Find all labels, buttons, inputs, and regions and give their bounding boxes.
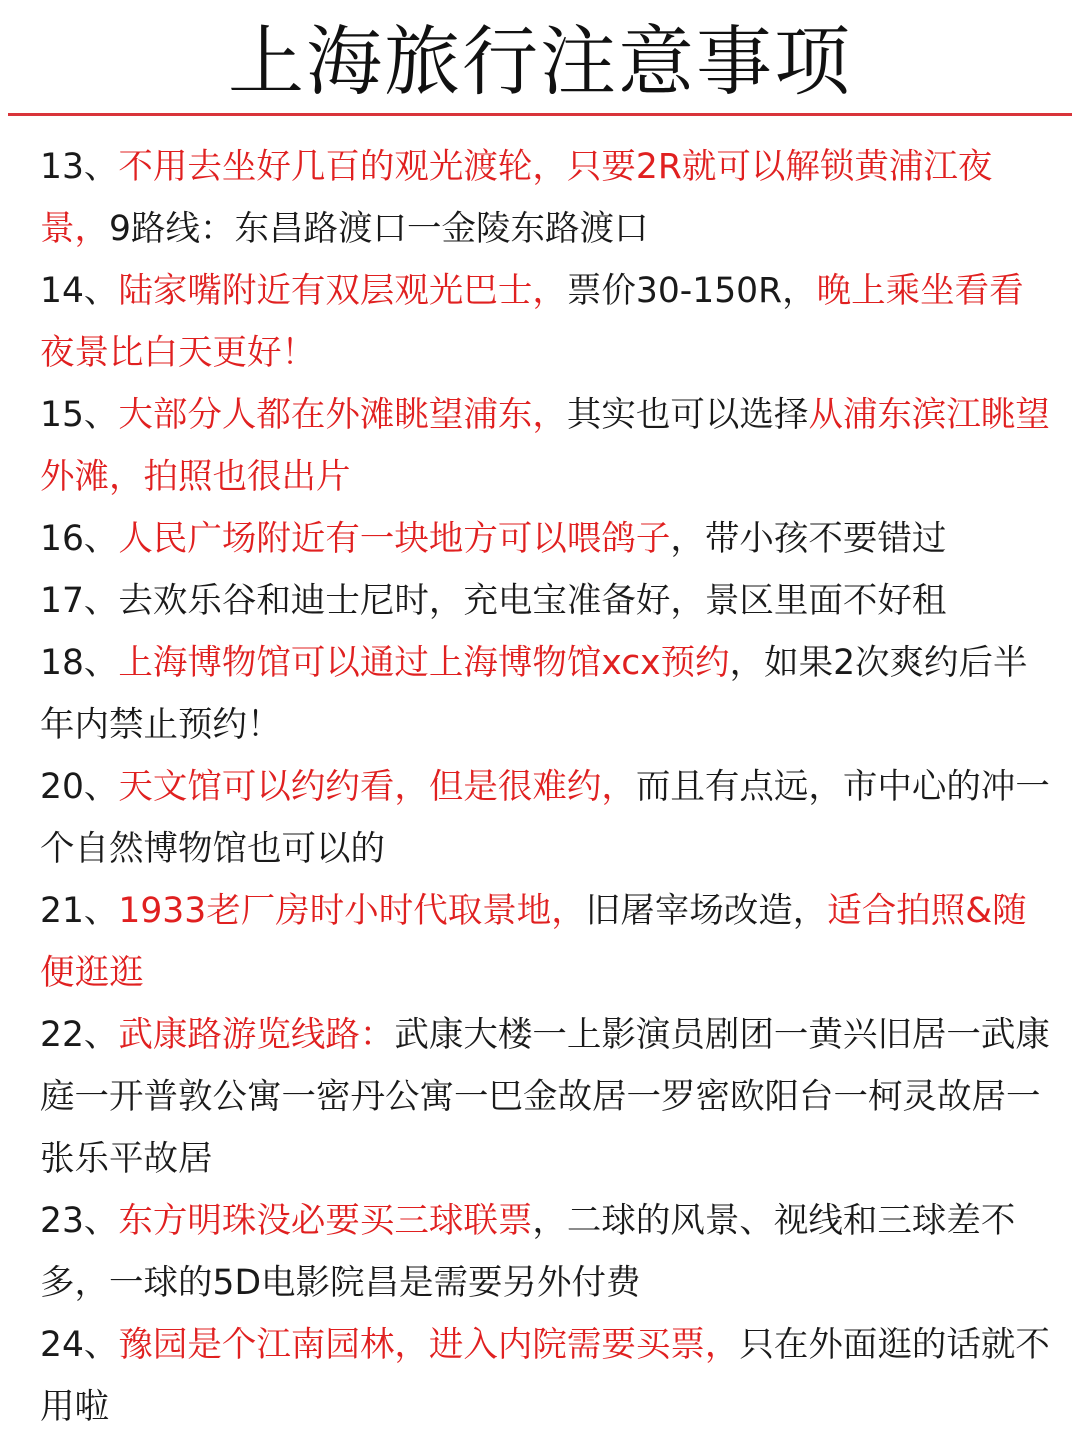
tip-text: 23、 — [40, 1201, 119, 1241]
tip-text: 18、 — [40, 643, 119, 683]
highlight-text: 天文馆可以约约看，但是很难约， — [118, 767, 636, 807]
title-divider — [8, 113, 1072, 116]
tip-text: 旧屠宰场改造， — [585, 891, 828, 931]
tip-item-24 — [40, 1314, 1050, 1438]
tip-text: 20、 — [40, 767, 119, 807]
tip-item-22 — [40, 1004, 1050, 1190]
tip-item-17 — [40, 570, 1050, 632]
highlight-text: 不用去坐好几百的观光渡轮，只要2R就可以解锁黄浦江夜景， — [40, 147, 993, 249]
highlight-text: 从浦东滨江眺望外滩，拍照也很出片 — [40, 395, 1050, 497]
tip-item-20 — [40, 756, 1050, 880]
tip-text: 22、 — [40, 1015, 119, 1055]
tip-text: 21、 — [40, 891, 119, 931]
tip-text: ，二球的风景、视线和三球差不多，一球的5D电影院昌是需要另外付费 — [40, 1201, 1016, 1303]
tip-text: 而且有点远，市中心的冲一个自然博物馆也可以的 — [40, 767, 1050, 869]
highlight-text: 上海博物馆可以通过上海博物馆xcx预约 — [118, 643, 730, 683]
tip-text: ，如果2次爽约后半年内禁止预约！ — [40, 643, 1028, 745]
tip-text: 17、去欢乐谷和迪士尼时，充电宝准备好，景区里面不好租 — [40, 581, 947, 621]
highlight-text: 豫园是个江南园林，进入内院需要买票， — [118, 1325, 740, 1365]
highlight-text: 晚上乘坐看看夜景比白天更好！ — [40, 271, 1024, 373]
tip-text: 武康大楼一上影演员剧团一黄兴旧居一武康庭一开普敦公寓一密丹公寓一巴金故居一罗密欧阳台一柯灵故居一张乐平故居 — [40, 1015, 1050, 1179]
highlight-text: 1933老厂房时小时代取景地， — [118, 891, 586, 931]
page-title: 上海旅行注意事项 — [228, 17, 852, 106]
highlight-text: 武康路游览线路： — [118, 1015, 395, 1055]
tip-text: 13、 — [40, 147, 119, 187]
tip-item-18 — [40, 632, 1050, 756]
highlight-text: 东方明珠没必要买三球联票 — [118, 1201, 533, 1241]
tip-text: 16、 — [40, 519, 119, 559]
tip-text: 14、 — [40, 271, 119, 311]
tip-item-21 — [40, 880, 1050, 1004]
tip-text: 只在外面逛的话就不用啦 — [40, 1325, 1050, 1427]
tip-text: 9路线：东昌路渡口一金陵东路渡口 — [109, 209, 649, 249]
highlight-text: 陆家嘴附近有双层观光巴士， — [118, 271, 567, 311]
tip-item-13 — [40, 136, 1050, 260]
tip-text: 15、 — [40, 395, 119, 435]
tip-item-23 — [40, 1190, 1050, 1314]
tip-item-16 — [40, 508, 1050, 570]
tips-list — [40, 136, 1050, 1438]
highlight-text: 适合拍照&随便逛逛 — [40, 891, 1027, 993]
highlight-text: 人民广场附近有一块地方可以喂鸽子 — [118, 519, 671, 559]
tip-item-15 — [40, 384, 1050, 508]
highlight-text: 大部分人都在外滩眺望浦东， — [118, 395, 567, 435]
tip-text: 票价30-150R， — [566, 271, 817, 311]
tip-text: ，带小孩不要错过 — [670, 519, 947, 559]
tip-text: 其实也可以选择 — [566, 395, 809, 435]
tip-text: 24、 — [40, 1325, 119, 1365]
tip-item-14 — [40, 260, 1050, 384]
